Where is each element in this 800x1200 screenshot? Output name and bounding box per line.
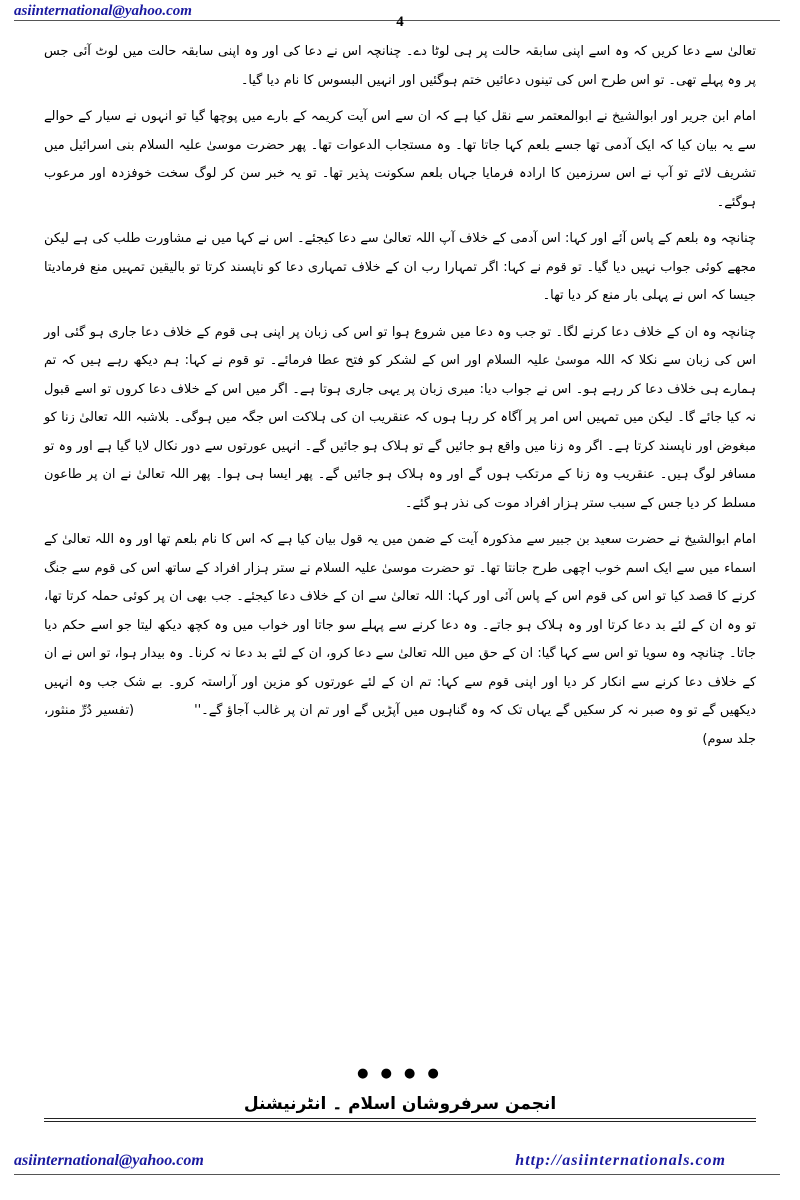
footer-website-link[interactable]: http://asiinternationals.com <box>515 1152 726 1169</box>
page-number: 4 <box>396 14 404 30</box>
paragraph-5 <box>44 526 756 754</box>
paragraph-2: امام ابن جریر اور ابوالشیخ نے ابوالمعتمر سے نقل کیا ہے کہ ان سے اس آیت کریمہ کے بارے میں پوچھا گیا تو انہوں نے سیار کے حوالے سے یہ بیان کیا کہ ایک آدمی تھا جسے بلعم کہا جاتا تھا۔ وہ مستجاب الدعوات تھا۔ پھر حضرت موسیٰ علیہ السلام بنی اسرائیل میں تشریف لائے تو آپ نے اس سرزمین کا ارادہ فرمایا جہاں بلعم سکونت پذیر تھا۔ تو یہ خبر سن کر لوگ سخت خوفزدہ اور مرعوب ہوگئے۔ <box>44 109 756 210</box>
paragraph-3: چنانچہ وہ بلعم کے پاس آئے اور کہا: اس آدمی کے خلاف آپ اللہ تعالیٰ سے دعا کیجئے۔ اس نے کہا میں نے مشاورت طلب کی ہے لیکن مجھے کوئی جواب نہیں دیا گیا۔ تو قوم نے کہا: اگر تمہارا رب ان کے خلاف تمہاری دعا کو ناپسند کرتا تو بالیقین تمہیں منع فرمادیتا جیسا کہ اس نے پہلی بار منع کر دیا تھا۔ <box>44 231 756 303</box>
citation: (تفسیر دُرِّ منثور، جلد سوم) <box>44 703 756 747</box>
footer-divider-bottom <box>44 1121 756 1122</box>
section-separator: ● ● ● ● <box>357 1066 443 1081</box>
header-email[interactable]: asiinternational@yahoo.com <box>14 3 192 19</box>
paragraph-4: چنانچہ وہ ان کے خلاف دعا کرنے لگا۔ تو جب وہ دعا میں شروع ہوا تو اس کی زبان پر اپنی ہی قوم کے خلاف دعا جاری ہو گئی اور اس کی زبان سے نکلا کہ اللہ موسیٰ علیہ السلام اور اس کے لشکر کو فتح عطا فرمائے۔ تو قوم نے کہا: ہم دیکھ رہے ہیں کہ تم ہمارے ہی خلاف دعا کر رہے ہو۔ اس نے جواب دیا: میری زبان پر یہی جاری ہوتا ہے۔ اگر میں اس کے خلاف دعا کروں تو اسے قبول نہ کیا جائے گا۔ لیکن میں تمہیں اس امر پر آگاہ کر رہا ہوں کہ عنقریب ان کی ہلاکت اس جگہ میں ہوگی۔ بلاشبہ اللہ تعالیٰ زنا کو مبغوض اور ناپسند کرتا ہے۔ اگر وہ زنا میں واقع ہو جائیں گے تو ہلاک ہو جائیں گے۔ انہیں عورتوں سے دور نکال لایا گیا ہے اور وہ تو مسافر لوگ ہیں۔ عنقریب وہ زنا کے مرتکب ہوں گے اور وہ ہلاک ہو جائیں گے۔ پھر ایسا ہی ہوا۔ پھر اللہ تعالیٰ نے ان پر طاعون مسلط کر دیا جس کے سبب ستر ہزار افراد موت کی نذر ہو گئے۔ <box>44 324 756 511</box>
document-body <box>44 38 756 762</box>
organization-name: انجمن سرفروشان اسلام ۔ انٹرنیشنل <box>243 1094 557 1114</box>
footer-divider-top <box>44 1118 756 1119</box>
paragraph-1: تعالیٰ سے دعا کریں کہ وہ اسے اپنی سابقہ حالت پر ہی لوٹا دے۔ چنانچہ اس نے دعا کی اور وہ اپنی سابقہ حالت میں لوٹ آئی جس پر وہ پہلے تھی۔ تو اس طرح اس کی تینوں دعائیں ختم ہوگئیں اور انہیں البسوس کا نام دیا گیا۔ <box>44 44 756 88</box>
paragraph-5-text: امام ابوالشیخ نے حضرت سعید بن جبیر سے مذکورہ آیت کے ضمن میں یہ قول بیان کیا ہے کہ اس کا نام بلعم تھا اور وہ اللہ تعالیٰ کے اسماء میں سے ایک اسم خوب اچھی طرح جانتا تھا۔ تو حضرت موسیٰ علیہ السلام نے ستر ہزار افراد کے ساتھ اس کی قوم سے جنگ کرنے کا قصد کیا تو اس کی قوم اس کے پاس آئی اور کہا: اللہ تعالیٰ سے ان کے خلاف دعا کیجئے۔ جب بھی ان پر کوئی حملہ کرتا تھا، تو وہ ان کے لئے بد دعا کرتا اور وہ ہلاک ہو جاتے۔ وہ دعا کرنے سے پہلے سو جاتا اور خواب میں وہ کچھ دیکھ لیتا جو اسے حکم دیا جاتا۔ چنانچہ وہ سویا تو اس سے کہا گیا: ان کے حق میں اللہ تعالیٰ سے دعا کرو، ان کے لئے بد دعا نہ کرنا۔ وہ بیدار ہوا، تو اس نے ان کے خلاف دعا کرنے سے انکار کر دیا اور اپنی قوم سے کہا: تم ان کے لئے عورتوں کو مزین اور آراستہ کرو۔ بے شک جب وہ انہیں دیکھیں گے تو وہ صبر نہ کر سکیں گے یہاں تک کہ وہ گناہوں میں آپڑیں گے اور تم ان پر غالب آجاؤ گے۔'' <box>44 532 756 718</box>
footer-bottom-divider <box>14 1174 780 1175</box>
footer-email[interactable]: asiinternational@yahoo.com <box>14 1152 204 1169</box>
